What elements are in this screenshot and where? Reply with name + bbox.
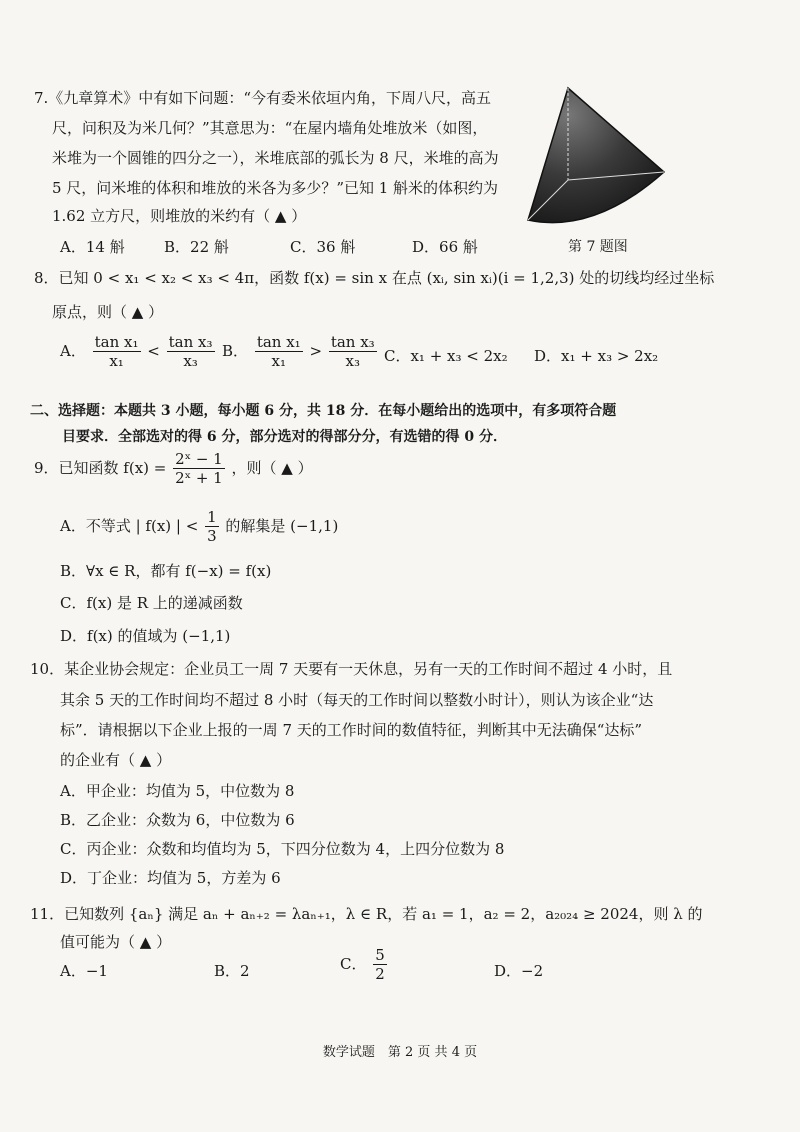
q9-option-c: C．f(x) 是 R 上的递减函数: [60, 594, 243, 612]
q9-option-d: D．f(x) 的值域为 (−1,1): [60, 627, 231, 645]
q7-line-3: 米堆为一个圆锥的四分之一），米堆底部的弧长为 8 尺，米堆的高为: [52, 149, 499, 167]
q8-line-2: 原点，则（ ▲ ）: [52, 303, 164, 321]
frac-numerator: 2ˣ − 1: [175, 450, 223, 468]
q8-option-b-prefix: B．: [222, 341, 249, 360]
q8-option-b-frac-1: [255, 333, 303, 370]
q8-option-a-prefix: A．: [60, 341, 86, 360]
q8-option-a-frac-2: [167, 333, 215, 370]
frac-numerator: tan x₃: [168, 333, 213, 351]
frac-numerator: tan x₃: [330, 333, 375, 351]
q10-line-3: 标”．请根据以下企业上报的一周 7 天的工作时间的数值特征，判断其中无法确保“达标”: [60, 721, 643, 739]
q9-option-a-pre: A．不等式 | f(x) | <: [60, 516, 199, 535]
page-footer: 数学试题 第 2 页 共 4 页: [322, 1045, 478, 1060]
frac-denominator: x₁: [271, 352, 286, 370]
q9-option-a-fraction: [205, 508, 219, 545]
q7-line-4: 5 尺，问米堆的体积和堆放的米各为多少？”已知 1 斛米的体积约为: [52, 179, 499, 197]
q7-line-2: 尺，问积及为米几何？”其意思为：“在屋内墙角处堆放米（如图，: [52, 119, 488, 137]
frac-numerator: tan x₁: [94, 333, 139, 351]
q11-line-2: 值可能为（ ▲ ）: [60, 933, 172, 951]
q8-option-c: C．x₁ + x₃ < 2x₂: [384, 347, 508, 365]
q8-line-1: 8．已知 0 < x₁ < x₂ < x₃ < 4π，函数 f(x) = sin x 在点 (xᵢ, sin xᵢ)(i = 1,2,3) 处的切线均经过坐标: [34, 269, 715, 287]
frac-numerator: 1: [207, 508, 217, 526]
q7-line-5: 1.62 立方尺，则堆放的米约有（ ▲ ）: [52, 207, 307, 225]
comparison-operator: <: [147, 341, 160, 360]
rice-pile-cone-figure: [522, 84, 672, 234]
q9-option-a: [60, 508, 338, 545]
q9-function-fraction: [173, 450, 225, 487]
q11-option-b: B．2: [214, 962, 250, 980]
comparison-operator: >: [309, 341, 323, 360]
q11-option-d: D．−2: [494, 962, 544, 980]
section-2-instructions-line-2: 目要求．全部选对的得 6 分，部分选对的得部分分，有选错的得 0 分．: [62, 429, 507, 445]
frac-denominator: x₁: [109, 352, 124, 370]
frac-denominator: 2: [375, 965, 385, 983]
q10-option-a: A．甲企业：均值为 5，中位数为 8: [60, 782, 295, 800]
frac-denominator: x₃: [183, 352, 198, 370]
q7-option-b: B．22 斛: [164, 238, 229, 256]
q10-line-4: 的企业有（ ▲ ）: [60, 751, 172, 769]
q8-option-d: D．x₁ + x₃ > 2x₂: [534, 347, 659, 365]
q7-line-1: 7.《九章算术》中有如下问题：“今有委米依垣内角，下周八尺，高五: [34, 89, 491, 107]
q7-option-d: D．66 斛: [412, 238, 478, 256]
q11-line-1: 11．已知数列 {aₙ} 满足 aₙ + aₙ₊₂ = λaₙ₊₁，λ ∈ R，若 a₁ = 1，a₂ = 2，a₂₀₂₄ ≥ 2024，则 λ 的: [30, 905, 703, 923]
q9-suffix: ，则（ ▲ ）: [231, 458, 313, 477]
q9-prefix: 9．已知函数 f(x) =: [34, 458, 167, 477]
section-2-instructions-line-1: 二、选择题：本题共 3 小题，每小题 6 分，共 18 分．在每小题给出的选项中，有多项符合题: [30, 403, 617, 419]
frac-denominator: 2ˣ + 1: [175, 469, 223, 487]
q10-option-d: D．丁企业：均值为 5，方差为 6: [60, 869, 281, 887]
q8-option-b-frac-2: [329, 333, 377, 370]
q9-option-a-post: 的解集是 (−1,1): [225, 516, 339, 535]
q11-option-c: [340, 946, 389, 983]
q9-option-b: B．∀x ∈ R，都有 f(−x) = f(x): [60, 562, 272, 580]
q10-option-c: C．丙企业：众数和均值均为 5，下四分位数为 4，上四分位数为 8: [60, 840, 505, 858]
q11-option-c-prefix: C．: [340, 954, 367, 973]
frac-denominator: x₃: [345, 352, 360, 370]
figure-caption: 第 7 题图: [568, 239, 628, 255]
q9-stem: [34, 450, 313, 487]
q11-option-c-fraction: [373, 946, 387, 983]
q8-option-b: [222, 333, 379, 370]
q8-option-a: [60, 333, 217, 370]
q11-option-a: A．−1: [60, 962, 108, 980]
q10-line-2: 其余 5 天的工作时间均不超过 8 小时（每天的工作时间以整数小时计），则认为该企业“达: [60, 691, 654, 709]
q8-option-a-frac-1: [93, 333, 141, 370]
frac-numerator: 5: [375, 946, 385, 964]
q10-option-b: B．乙企业：众数为 6，中位数为 6: [60, 811, 295, 829]
q7-option-a: A．14 斛: [60, 238, 125, 256]
q10-line-1: 10．某企业协会规定：企业员工一周 7 天要有一天休息，另有一天的工作时间不超过 4 小时，且: [30, 660, 673, 678]
frac-numerator: tan x₁: [256, 333, 301, 351]
frac-denominator: 3: [207, 527, 217, 545]
q7-option-c: C．36 斛: [290, 238, 356, 256]
